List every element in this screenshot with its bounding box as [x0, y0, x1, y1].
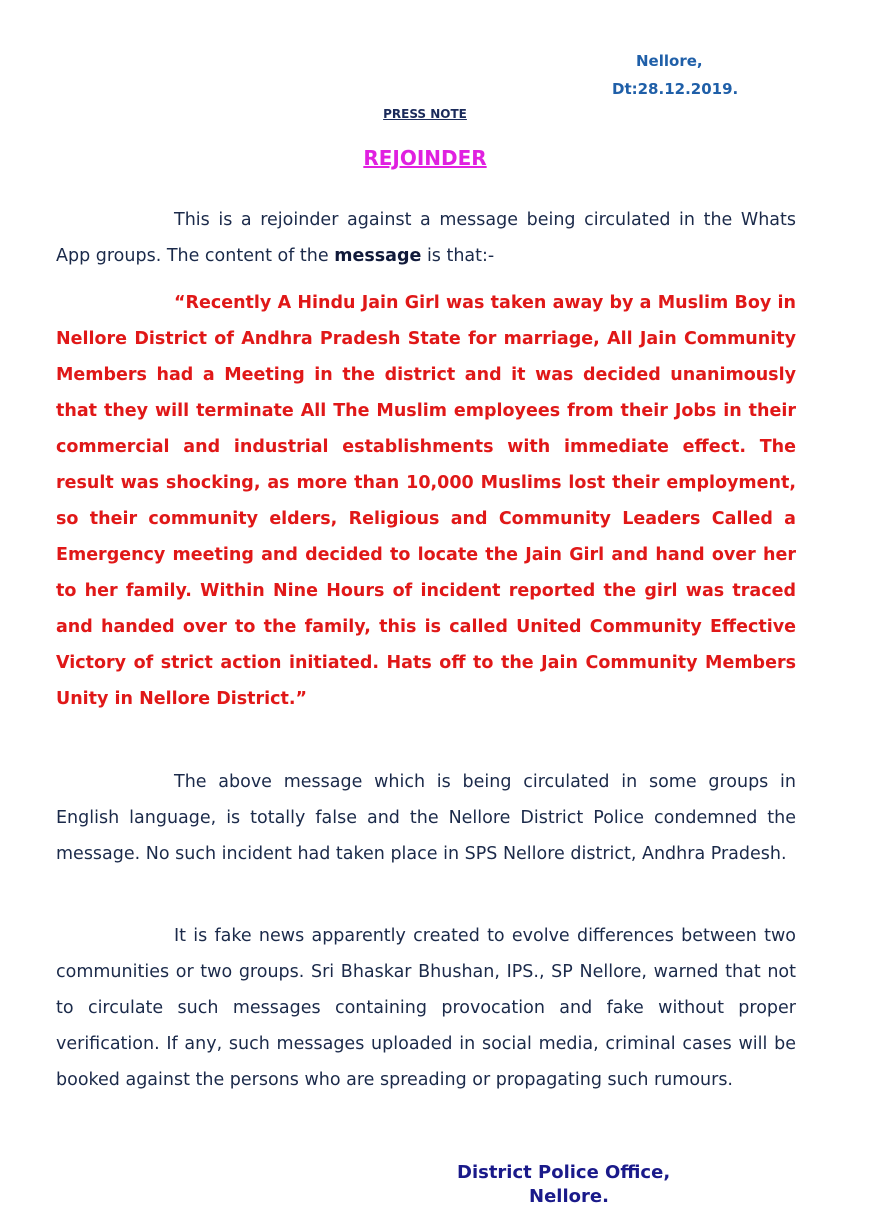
place-line: Nellore,: [636, 52, 703, 70]
signature-place: Nellore.: [529, 1186, 609, 1207]
warning-paragraph: It is fake news apparently created to evolve differences between two communities or two groups. Sri Bhaskar Bhushan, IPS., SP Nellore, warned that not to circulate such messages containing provocation and fake without proper verification. If any, such messages uploaded in social media, criminal cases will be booked against the persons who are spreading or propagating such rumours.: [56, 926, 796, 1090]
intro-bold-word: message: [334, 246, 422, 266]
signature-office: District Police Office,: [457, 1162, 671, 1183]
clarification-paragraph: The above message which is being circulated in some groups in English language, is totally false and the Nellore District Police condemned the message. No such incident had taken place in SPS Nellore district, Andhra Pradesh.: [56, 772, 796, 864]
intro-paragraph: [56, 202, 796, 274]
press-note-heading: PRESS NOTE: [383, 107, 467, 121]
intro-text-before: This is a rejoinder against a message being circulated in the Whats App groups. The content of the: [56, 210, 796, 266]
date-line: Dt:28.12.2019.: [612, 80, 739, 98]
document-title: REJOINDER: [363, 146, 487, 170]
intro-text-after: is that:-: [421, 246, 495, 266]
quoted-message: “Recently A Hindu Jain Girl was taken away by a Muslim Boy in Nellore District of Andhra Pradesh State for marriage, All Jain Community Members had a Meeting in the district and it was decided unanimously that they will terminate All The Muslim employees from their Jobs in their commercial and industrial establishments with immediate effect. The result was shocking, as more than 10,000 Muslims lost their employment, so their community elders, Religious and Community Leaders Called a Emergency meeting and decided to locate the Jain Girl and hand over her to her family. Within Nine Hours of incident reported the girl was traced and handed over to the family, this is called United Community Effective Victory of strict action initiated. Hats off to the Jain Community Members Unity in Nellore District.”: [56, 293, 796, 709]
